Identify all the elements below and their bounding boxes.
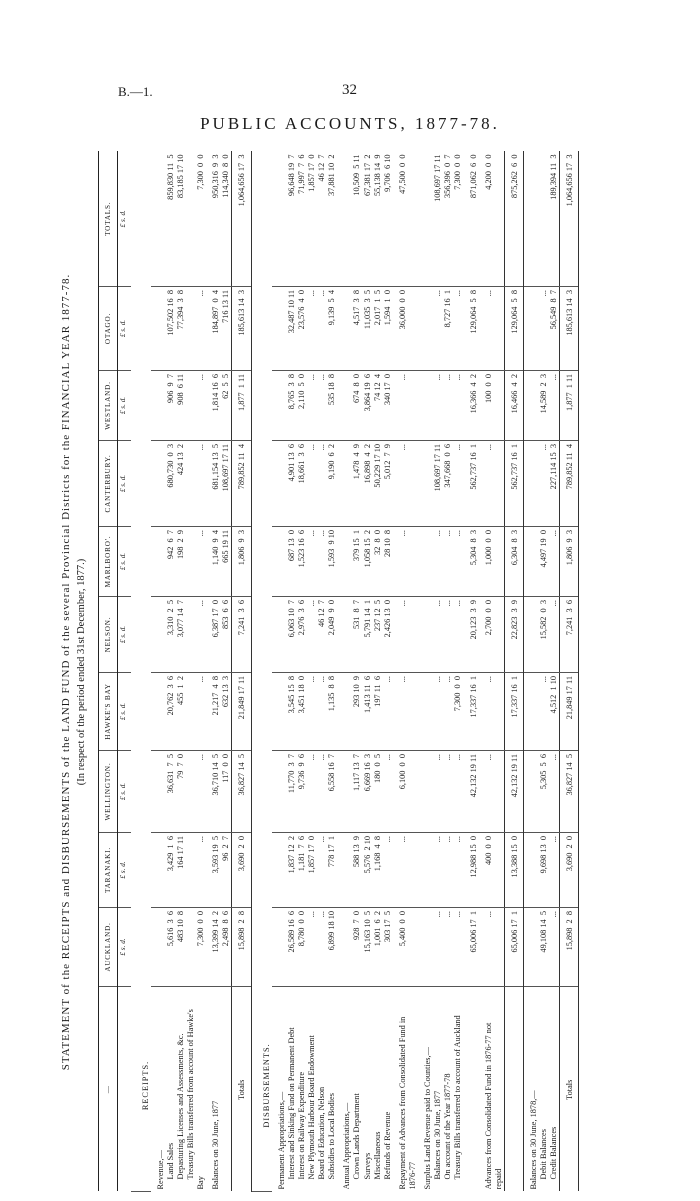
disbursements-row (418, 152, 463, 1192)
amount-cell: ... (479, 908, 505, 987)
receipts-row (206, 152, 232, 1192)
amount-cell: 293 10 9 1,413 11 6 197 11 6 ... (337, 673, 393, 751)
amount-cell: 1,877 1 11 (560, 371, 579, 441)
amount-cell: 14,589 2 3 ... (523, 371, 559, 441)
row-label-line: Repayment of Advances from Consolidated Fund in (397, 1016, 407, 1190)
row-label (151, 987, 207, 1192)
header-blank: — (99, 987, 118, 1192)
disbursements-row (337, 152, 393, 1192)
amount-cell: 8,765 3 8 2,110 5 0 ... ... 535 18 8 (272, 371, 338, 441)
row-label (272, 987, 338, 1192)
row-label-line: Interest and Sinking Fund on Permanent Debt (286, 1027, 296, 1180)
row-label-line: Annual Appropriations,— (342, 1102, 352, 1190)
amount-cell: 9,698 13 0 ... (523, 833, 559, 908)
row-label-line: Totals (565, 1079, 575, 1100)
disbursements-row (272, 152, 338, 1192)
amount-cell: 5,304 8 3 (464, 527, 479, 597)
amount-cell: 6,063 10 7 2,976 3 6 ... 46 12 7 2,049 9 0 (272, 597, 338, 673)
receipts-heading (131, 152, 151, 1192)
amount-cell: ... ... ... (418, 527, 463, 597)
amount-cell: 1,806 9 3 (232, 527, 251, 597)
row-label-line: Permanent Appropriations,— (276, 1091, 286, 1190)
amount-cell: 562,737 16 1 (504, 441, 523, 527)
amount-cell: ... ... 7,300 0 0 (418, 673, 463, 751)
amount-cell: ... 56,549 8 7 (523, 287, 559, 371)
row-label-line: Surplus Land Revenue paid to Counties,— (423, 1047, 433, 1190)
amount-cell: 100 0 0 (479, 371, 505, 441)
amount-cell: 65,006 17 1 (464, 908, 479, 987)
amount-cell: 1,806 9 3 (560, 527, 579, 597)
amount-cell: 906 9 7 908 6 11 ... (151, 371, 207, 441)
amount-cell: 789,852 11 4 (560, 441, 579, 527)
units-cell: £ s. d. (117, 597, 130, 673)
amount-cell: 871,062 6 0 (464, 152, 479, 287)
amount-cell: 6,304 8 3 (504, 527, 523, 597)
disbursements-row (464, 152, 479, 1192)
amount-cell: 65,006 17 1 (504, 908, 523, 987)
amount-cell: 32,487 10 11 23,576 4 0 ... ... 9,139 5 4 (272, 287, 338, 371)
disbursements-row (479, 152, 505, 1192)
amount-cell: ... (479, 287, 505, 371)
amount-cell: 1,837 12 2 1,181 7 6 1,857 17 0 ... 778 17 1 (272, 833, 338, 908)
amount-cell: 21,849 17 11 (560, 673, 579, 751)
amount-cell: 1,877 1 11 (232, 371, 251, 441)
row-label-line: Treasury Bills transferred from account of Hawke's (186, 1009, 195, 1180)
column-header: WELLINGTON. (99, 751, 118, 833)
row-label (393, 987, 418, 1192)
units-cell: £ s. d. (117, 287, 130, 371)
amount-cell: 3,545 15 8 3,451 18 0 ... ... 1,135 8 8 (272, 673, 338, 751)
amount-cell: 47,500 0 0 (393, 152, 418, 287)
amount-cell: 36,827 14 5 (232, 751, 251, 833)
document-reference: B.—1. (118, 84, 153, 99)
row-label (523, 987, 559, 1192)
row-label-line: Board of Education, Nelson (317, 1086, 327, 1180)
amount-cell: ... ... ... (418, 908, 463, 987)
amount-cell: 26,589 16 6 8,780 0 0 ... ... 6,899 18 10 (272, 908, 338, 987)
units-cell: £ s. d. (117, 751, 130, 833)
row-label (206, 987, 232, 1192)
table-body (117, 152, 579, 1192)
receipts-heading-row (131, 152, 151, 1192)
amount-cell: 13,399 14 2 2,498 8 6 (206, 908, 232, 987)
land-fund-table (98, 152, 579, 1193)
amount-cell: 189,394 11 3 (523, 152, 559, 287)
statement-caption: STATEMENT of the RECEIPTS and DISBURSEMENTS of the LAND FUND of the several Provincial Districts for the FINANCIAL YEAR 1877-78. (60, 273, 72, 1071)
units-cell: £ s. d. (117, 371, 130, 441)
row-label-line: Depasturing Licenses and Assessments, &c. (175, 1033, 185, 1180)
amount-cell: 96,648 19 7 71,997 7 6 1,857 17 0 46 12 7 37,881 10 2 (272, 152, 338, 287)
receipts-row (151, 152, 207, 1192)
row-label-line: On account of the Year 1877-78 (443, 1073, 453, 1180)
amount-cell: ... (393, 441, 418, 527)
amount-cell: 22,823 3 9 (504, 597, 523, 673)
amount-cell: 674 8 0 3,864 19 6 74 12 4 340 17 0 (337, 371, 393, 441)
amount-cell: 379 15 1 1,058 15 2 32 8 0 28 10 8 (337, 527, 393, 597)
amount-cell: 681,154 13 5 108,697 17 11 (206, 441, 232, 527)
disbursements-row (560, 152, 579, 1192)
row-label-line: Subsidies to Local Bodies (327, 1093, 337, 1180)
amount-cell: 10,509 5 11 67,381 17 2 55,138 14 9 9,706 6 10 (337, 152, 393, 287)
amount-cell: 21,217 4 8 632 13 3 (206, 673, 232, 751)
receipts-row (232, 152, 251, 1192)
amount-cell: 942 6 7 198 2 9 ... (151, 527, 207, 597)
amount-cell: 928 7 0 15,163 10 5 1,001 6 2 303 17 5 (337, 908, 393, 987)
amount-cell: 185,613 14 3 (560, 287, 579, 371)
row-label (337, 987, 393, 1192)
row-label-line: Balances on 30 June, 1877 (433, 1090, 443, 1180)
amount-cell: 11,770 3 7 9,736 9 6 ... ... 6,558 16 7 (272, 751, 338, 833)
amount-cell: ... ... ... (418, 833, 463, 908)
amount-cell: 36,000 0 0 (393, 287, 418, 371)
amount-cell: 16,466 4 2 (504, 371, 523, 441)
amount-cell: 859,830 11 5 83,185 17 10 7,300 0 0 (151, 152, 207, 287)
amount-cell: 2,700 0 0 (479, 597, 505, 673)
amount-cell: ... ... ... (418, 371, 463, 441)
amount-cell: ... (393, 597, 418, 673)
row-label (479, 987, 505, 1192)
amount-cell: ... ... ... (418, 597, 463, 673)
row-label-line: Credit Balances (549, 1126, 559, 1180)
amount-cell: 21,849 17 11 (232, 673, 251, 751)
units-cell: £ s. d. (117, 908, 130, 987)
amount-cell: 6,387 17 0 853 6 6 (206, 597, 232, 673)
amount-cell: ... 8,727 16 1 ... (418, 287, 463, 371)
disbursements-heading (251, 152, 272, 1192)
disbursements-heading-row (251, 152, 272, 1192)
row-label-line: Surveys (362, 1152, 372, 1180)
amount-cell: 108,697 17 11 356,396 0 7 7,300 0 0 (418, 152, 463, 287)
row-label-line: Totals (237, 1079, 247, 1100)
column-header: AUCKLAND. (99, 908, 118, 987)
amount-cell: ... (479, 673, 505, 751)
amount-cell: 789,852 11 4 (232, 441, 251, 527)
row-label-line: Treasury Bills transferred to account of Auckland (453, 1015, 463, 1180)
units-cell: £ s. d. (117, 527, 130, 597)
amount-cell: 875,262 6 0 (504, 152, 523, 287)
column-header: TOTALS. (99, 152, 118, 287)
column-header: HAWKE'S BAY (99, 673, 118, 751)
amount-cell: 129,064 5 8 (464, 287, 479, 371)
amount-cell: ... 227,114 15 3 (523, 441, 559, 527)
amount-cell: 17,337 16 1 (504, 673, 523, 751)
row-label-line: 1876-77 (407, 1161, 417, 1190)
amount-cell: 3,690 2 0 (232, 833, 251, 908)
amount-cell: 3,593 19 5 96 2 7 (206, 833, 232, 908)
amount-cell: 17,337 16 1 (464, 673, 479, 751)
amount-cell: 687 13 0 1,523 16 6 ... ... 1,593 9 10 (272, 527, 338, 597)
amount-cell: ... (393, 527, 418, 597)
column-header: TARANAKI. (99, 833, 118, 908)
amount-cell: ... (479, 441, 505, 527)
receipts-heading-text: RECEIPTS. (140, 1060, 150, 1111)
column-header: MARLBORO'. (99, 527, 118, 597)
amount-cell: 531 8 7 5,791 14 1 237 12 5 2,426 13 0 (337, 597, 393, 673)
row-label-line: Revenue,— (155, 1150, 165, 1190)
amount-cell: 36,827 14 5 (560, 751, 579, 833)
amount-cell: 950,316 9 3 114,340 8 0 (206, 152, 232, 287)
amount-cell: 3,690 2 0 (560, 833, 579, 908)
amount-cell: 5,400 0 0 (393, 908, 418, 987)
row-label-line: Debit Balances (539, 1129, 549, 1180)
row-label-line: Advances from Consolidated Fund in 1876-77 not (483, 1022, 493, 1190)
row-label-line: Miscellaneous (372, 1131, 382, 1180)
row-label-line: Crown Lands Department (352, 1093, 362, 1180)
amount-cell: 4,517 3 8 11,035 3 5 2,017 1 5 1,594 1 0 (337, 287, 393, 371)
amount-cell: 12,988 15 0 (464, 833, 479, 908)
disbursements-row (393, 152, 418, 1192)
amount-cell: ... (393, 371, 418, 441)
column-header: WESTLAND. (99, 371, 118, 441)
amount-cell: 1,814 16 6 62 5 5 (206, 371, 232, 441)
row-label-line: New Plymouth Harbour Board Endowment (306, 1035, 316, 1180)
amount-cell: 20,762 3 6 455 1 2 ... (151, 673, 207, 751)
rotated-statement (60, 152, 640, 1192)
row-label-line: Land Sales (165, 1142, 175, 1180)
row-label-line: Balances on 30 June, 1877 (211, 1100, 221, 1190)
amount-cell: 1,117 13 7 6,669 16 3 180 0 5 ... (337, 751, 393, 833)
amount-cell: 15,898 2 8 (560, 908, 579, 987)
disbursements-row (523, 152, 559, 1192)
amount-cell: 680,730 0 3 424 13 2 ... (151, 441, 207, 527)
units-cell: £ s. d. (117, 152, 130, 287)
units-cell: £ s. d. (117, 441, 130, 527)
units-row (117, 152, 130, 1192)
row-label (464, 987, 479, 1192)
amount-cell: ... (479, 751, 505, 833)
amount-cell: 15,582 0 3 ... (523, 597, 559, 673)
column-header: NELSON. (99, 597, 118, 673)
row-label-line: Bay (196, 1176, 206, 1190)
amount-cell: 1,064,656 17 3 (560, 152, 579, 287)
amount-cell: 1,140 9 4 665 19 11 (206, 527, 232, 597)
amount-cell: 49,108 14 5 ... (523, 908, 559, 987)
amount-cell: 108,697 17 11 347,668 0 6 ... (418, 441, 463, 527)
row-label (418, 987, 463, 1192)
units-blank (117, 987, 130, 1192)
amount-cell: 6,100 0 0 (393, 751, 418, 833)
amount-cell: 185,613 14 3 (232, 287, 251, 371)
column-header: CANTERBURY. (99, 441, 118, 527)
amount-cell: 20,123 3 9 (464, 597, 479, 673)
disbursements-heading-text: DISBURSEMENTS. (261, 1043, 271, 1128)
amount-cell: ... ... ... (418, 751, 463, 833)
amount-cell: 15,898 2 8 (232, 908, 251, 987)
units-cell: £ s. d. (117, 833, 130, 908)
amount-cell: 36,710 14 5 117 0 0 (206, 751, 232, 833)
page-title: PUBLIC ACCOUNTS, 1877-78. (200, 114, 500, 133)
amount-cell: ... (393, 673, 418, 751)
disbursements-row (504, 152, 523, 1192)
amount-cell: ... 4,512 1 10 (523, 673, 559, 751)
row-label (560, 987, 579, 1192)
row-label-line: repaid (493, 1168, 503, 1190)
amount-cell: 107,502 16 8 77,394 3 8 ... (151, 287, 207, 371)
amount-cell: 400 0 0 (479, 833, 505, 908)
column-header: OTAGO. (99, 287, 118, 371)
amount-cell: 5,616 3 6 483 10 8 7,300 0 0 (151, 908, 207, 987)
amount-cell: 13,388 15 0 (504, 833, 523, 908)
amount-cell: 184,897 0 4 716 13 11 (206, 287, 232, 371)
amount-cell: 1,478 4 9 16,898 4 2 50,229 17 10 5,012 7 9 (337, 441, 393, 527)
column-header-row (99, 152, 118, 1192)
amount-cell: 7,241 3 6 (560, 597, 579, 673)
amount-cell: 4,901 13 6 18,661 3 6 ... ... 9,190 6 2 (272, 441, 338, 527)
statement-subcaption: (In respect of the period ended 31st December, 1877.) (76, 558, 87, 786)
amount-cell: 562,737 16 1 (464, 441, 479, 527)
amount-cell: 16,366 4 2 (464, 371, 479, 441)
amount-cell: 5,305 5 6 ... (523, 751, 559, 833)
row-label (504, 987, 523, 1192)
row-label-line: Interest on Railway Expenditure (296, 1071, 306, 1180)
amount-cell: 4,200 0 0 (479, 152, 505, 287)
row-label (232, 987, 251, 1192)
page-number: 32 (342, 82, 357, 98)
amount-cell: 1,064,656 17 3 (232, 152, 251, 287)
amount-cell: 42,132 19 11 (464, 751, 479, 833)
amount-cell: 7,241 3 6 (232, 597, 251, 673)
amount-cell: 588 13 9 5,576 2 10 1,168 4 8 ... (337, 833, 393, 908)
units-cell: £ s. d. (117, 673, 130, 751)
amount-cell: 4,497 19 0 ... (523, 527, 559, 597)
amount-cell: 129,064 5 8 (504, 287, 523, 371)
amount-cell: 36,631 7 5 79 7 0 ... (151, 751, 207, 833)
amount-cell: 3,310 2 5 3,077 14 7 ... (151, 597, 207, 673)
row-label-line: Balances on 30 June, 1878,— (528, 1090, 538, 1190)
amount-cell: 3,429 1 6 164 17 11 ... (151, 833, 207, 908)
row-label-line: Refunds of Revenue (382, 1111, 392, 1180)
amount-cell: ... (393, 833, 418, 908)
amount-cell: 42,132 19 11 (504, 751, 523, 833)
amount-cell: 1,000 0 0 (479, 527, 505, 597)
